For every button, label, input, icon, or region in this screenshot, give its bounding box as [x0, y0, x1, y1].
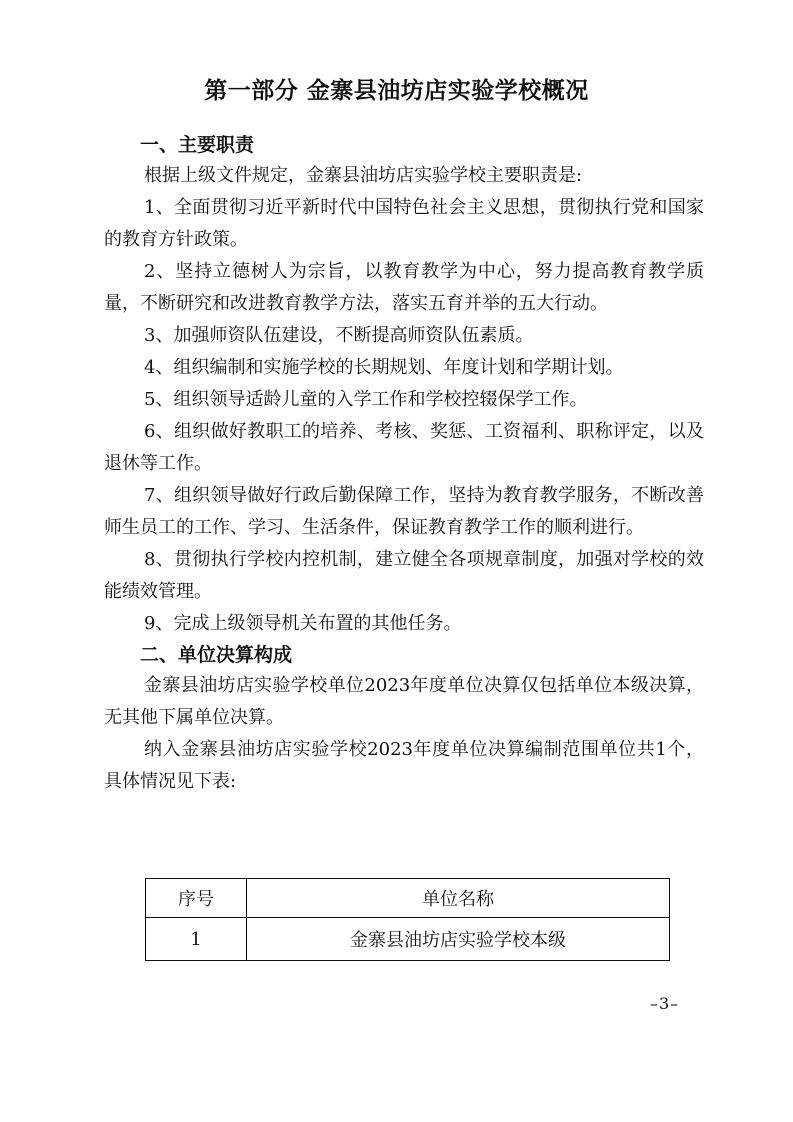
- units-table: [145, 878, 670, 961]
- page-number: –3–: [650, 994, 680, 1013]
- duty-item-9: 9、完成上级领导机关布置的其他任务。: [144, 613, 462, 634]
- section-heading-composition: 二、单位决算构成: [140, 644, 293, 666]
- table-header-row: [146, 879, 670, 918]
- duty-item-7: 7、组织领导做好行政后勤保障工作，坚持为教育教学服务，不断改善师生员工的工作、学习、生活条件，保证教育教学工作的顺利进行。: [104, 485, 704, 538]
- table-header-unit-name: 单位名称: [247, 879, 670, 918]
- duty-item-5: 5、组织领导适龄儿童的入学工作和学校控辍保学工作。: [144, 389, 588, 410]
- table-row: [146, 918, 670, 961]
- duty-item-3: 3、加强师资队伍建设，不断提高师资队伍素质。: [144, 325, 534, 346]
- duty-item-6: 6、组织做好教职工的培养、考核、奖惩、工资福利、职称评定，以及退休等工作。: [104, 421, 704, 474]
- table-header-index: 序号: [146, 879, 247, 918]
- page-title: 第一部分 金寨县油坊店实验学校概况: [204, 77, 589, 104]
- duty-item-1: 1、全面贯彻习近平新时代中国特色社会主义思想，贯彻执行党和国家的教育方针政策。: [104, 197, 704, 250]
- table-cell-unit-name: 金寨县油坊店实验学校本级: [247, 918, 670, 961]
- section-heading-duties: 一、主要职责: [140, 134, 255, 156]
- composition-paragraph-1: 金寨县油坊店实验学校单位2023年度单位决算仅包括单位本级决算，无其他下属单位决算。: [104, 675, 704, 728]
- duty-item-4: 4、组织编制和实施学校的长期规划、年度计划和学期计划。: [144, 357, 624, 378]
- duty-item-8: 8、贯彻执行学校内控机制，建立健全各项规章制度，加强对学校的效能绩效管理。: [104, 549, 704, 602]
- duty-item-2: 2、坚持立德树人为宗旨，以教育教学为中心，努力提高教育教学质量，不断研究和改进教育教学方法，落实五育并举的五大行动。: [104, 261, 704, 314]
- document-body: [104, 130, 704, 798]
- duties-intro: 根据上级文件规定，金寨县油坊店实验学校主要职责是:: [144, 165, 583, 186]
- table-cell-index: 1: [146, 918, 247, 961]
- composition-paragraph-2: 纳入金寨县油坊店实验学校2023年度单位决算编制范围单位共1个，具体情况见下表:: [104, 739, 704, 792]
